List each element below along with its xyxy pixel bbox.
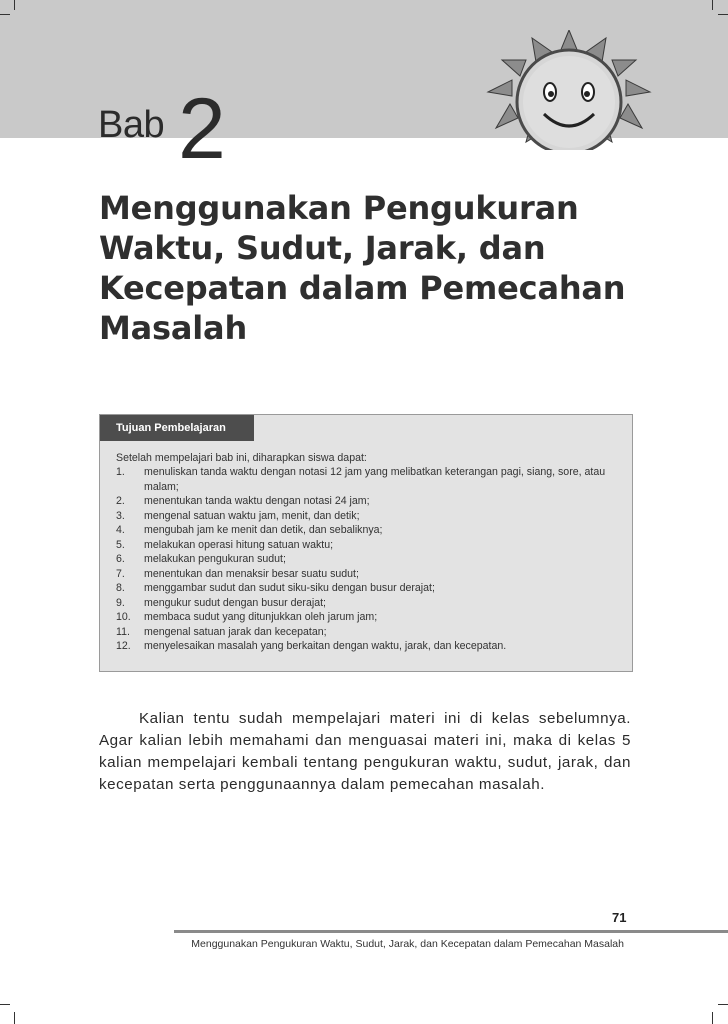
chapter-title-line: Menggunakan Pengukuran <box>99 189 579 227</box>
objective-item <box>116 538 626 553</box>
crop-mark <box>0 1004 10 1005</box>
objective-text: melakukan pengukuran sudut; <box>144 553 286 565</box>
objectives-intro: Setelah mempelajari bab ini, diharapkan siswa dapat: <box>116 452 367 464</box>
chapter-label: Bab <box>98 104 165 146</box>
crop-mark <box>712 1012 713 1024</box>
crop-mark <box>0 14 10 15</box>
objective-number: 12. <box>116 640 131 652</box>
objective-number: 6. <box>116 553 125 565</box>
chapter-title-line: Waktu, Sudut, Jarak, dan <box>99 229 546 267</box>
objective-number: 1. <box>116 466 125 478</box>
objective-text: mengubah jam ke menit dan detik, dan sebaliknya; <box>144 524 383 536</box>
objective-number: 8. <box>116 582 125 594</box>
objective-item <box>116 509 626 524</box>
objective-item <box>116 494 626 509</box>
objective-text: mengenal satuan waktu jam, menit, dan detik; <box>144 509 360 522</box>
crop-mark <box>14 1012 15 1024</box>
page-number: 71 <box>612 910 627 925</box>
chapter-title-line: Kecepatan dalam Pemecahan <box>99 269 626 307</box>
objective-number: 9. <box>116 596 125 609</box>
objectives-list <box>116 465 626 654</box>
objective-text: menggambar sudut dan sudut siku-siku dengan busur derajat; <box>144 582 435 594</box>
objective-text: menentukan tanda waktu dengan notasi 24 jam; <box>144 495 370 507</box>
objective-item <box>116 625 626 640</box>
objective-number: 4. <box>116 524 125 536</box>
objective-item <box>116 581 626 596</box>
crop-mark <box>718 1004 728 1005</box>
learning-objectives-tab: Tujuan Pembelajaran <box>100 415 254 441</box>
objective-item <box>116 465 626 494</box>
crop-mark <box>14 0 15 10</box>
objective-item <box>116 552 626 567</box>
objective-item <box>116 523 626 538</box>
objective-text: membaca sudut yang ditunjukkan oleh jarum jam; <box>144 611 378 623</box>
objective-text: menuliskan tanda waktu dengan notasi 12 jam yang melibatkan keterangan pagi, siang, sore, atau malam; <box>144 466 606 493</box>
objective-text: menyelesaikan masalah yang berkaitan dengan waktu, jarak, dan kecepatan. <box>144 640 507 652</box>
objective-number: 10. <box>116 611 131 623</box>
objective-item <box>116 596 626 611</box>
objective-number: 2. <box>116 495 125 507</box>
smiling-sun-icon <box>486 30 652 150</box>
objective-item <box>116 639 626 654</box>
objective-text: melakukan operasi hitung satuan waktu; <box>144 538 334 551</box>
intro-paragraph: Kalian tentu sudah mempelajari materi ini di kelas sebelumnya. Agar kalian lebih memahami dan menguasai materi ini, maka di kelas 5 kalian mempelajari kembali tentang pengukuran waktu, sudut, jarak, dan kecepatan serta penggunaannya dalam pemecahan masalah. <box>99 710 631 793</box>
objective-text: mengukur sudut dengan busur derajat; <box>144 596 326 609</box>
chapter-title-line: Masalah <box>99 309 248 347</box>
running-footer-title: Menggunakan Pengukuran Waktu, Sudut, Jarak, dan Kecepatan dalam Pemecahan Masalah <box>191 938 624 950</box>
learning-objectives-box <box>99 414 633 672</box>
objective-number: 11. <box>116 625 130 638</box>
footer-rule <box>174 930 728 933</box>
chapter-title <box>99 188 659 348</box>
chapter-number: 2 <box>178 81 226 177</box>
objective-text: menentukan dan menaksir besar suatu sudut; <box>144 567 359 580</box>
objective-number: 7. <box>116 567 125 580</box>
crop-mark <box>718 14 728 15</box>
objective-number: 3. <box>116 509 125 522</box>
crop-mark <box>712 0 713 10</box>
objective-item <box>116 610 626 625</box>
objective-number: 5. <box>116 538 125 551</box>
objective-text: mengenal satuan jarak dan kecepatan; <box>144 625 327 638</box>
objective-item <box>116 567 626 582</box>
